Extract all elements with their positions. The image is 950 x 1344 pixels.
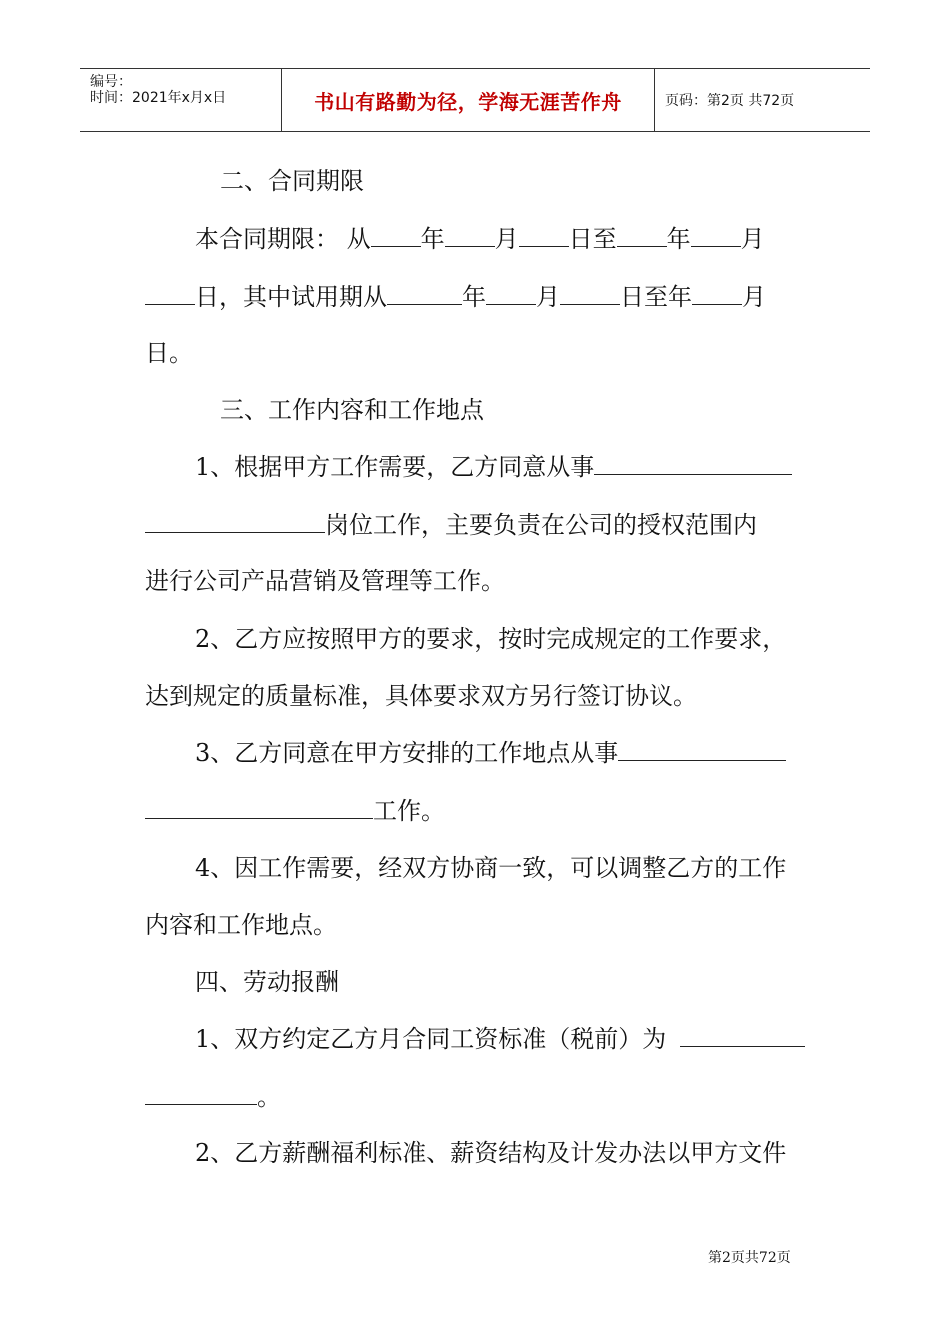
page-header: [80, 68, 870, 132]
contract-term-line-2: 日，其中试用期从 年 月 日至年 月: [145, 282, 766, 312]
blank-field: [680, 1024, 805, 1047]
work-adjust-line-1: 4、因工作需要，经双方协商一致，可以调整乙方的工作: [195, 854, 787, 882]
salary-line-1: 1、双方约定乙方月合同工资标准（税前）为: [195, 1024, 805, 1054]
blank-field: [594, 452, 792, 475]
blank-field: [618, 738, 786, 761]
work-location-line-1: 3、乙方同意在甲方安排的工作地点从事: [195, 738, 786, 768]
blank-field: [617, 224, 667, 247]
work-requirement-line-2: 达到规定的质量标准，具体要求双方另行签订协议。: [145, 682, 697, 710]
work-requirement-line-1: 2、乙方应按照甲方的要求，按时完成规定的工作要求，: [195, 625, 787, 653]
salary-line-2: 。: [145, 1082, 281, 1112]
header-page-cell: [655, 69, 870, 131]
blank-field: [371, 224, 421, 247]
contract-term-line-3: 日。: [145, 339, 193, 367]
work-content-line-2: 岗位工作，主要负责在公司的授权范围内: [145, 510, 757, 540]
section-3-title: 三、工作内容和工作地点: [220, 396, 484, 424]
work-adjust-line-2: 内容和工作地点。: [145, 911, 337, 939]
blank-field: [486, 282, 536, 305]
blank-field: [445, 224, 495, 247]
footer-page-number: 第2页共72页: [708, 1250, 791, 1266]
section-4-title: 四、劳动报酬: [195, 968, 339, 996]
blank-field: [145, 1082, 257, 1105]
work-content-line-3: 进行公司产品营销及管理等工作。: [145, 567, 505, 595]
document-number-label: 编号：: [90, 74, 132, 90]
blank-field: [145, 796, 373, 819]
header-motto: 书山有路勤为径，学海无涯苦作舟: [314, 90, 622, 114]
header-page-number: 页码：第2页 共72页: [665, 93, 795, 109]
blank-field: [519, 224, 569, 247]
work-content-line-1: 1、根据甲方工作需要，乙方同意从事: [195, 452, 792, 482]
blank-field: [692, 282, 742, 305]
header-motto-cell: [282, 69, 655, 131]
contract-term-line-1: 本合同期限： 从 年 月 日至 年 月: [195, 225, 765, 253]
blank-field: [145, 510, 325, 533]
document-time-label: 时间：2021年x月x日: [90, 90, 227, 106]
blank-field: [145, 282, 195, 305]
blank-field: [560, 282, 620, 305]
header-meta-cell: [80, 69, 282, 131]
work-location-line-2: 工作。: [145, 796, 445, 826]
blank-field: [691, 224, 741, 247]
salary-structure-line-1: 2、乙方薪酬福利标准、薪资结构及计发办法以甲方文件: [195, 1139, 787, 1167]
blank-field: [387, 282, 462, 305]
section-2-title: 二、合同期限: [220, 167, 364, 195]
